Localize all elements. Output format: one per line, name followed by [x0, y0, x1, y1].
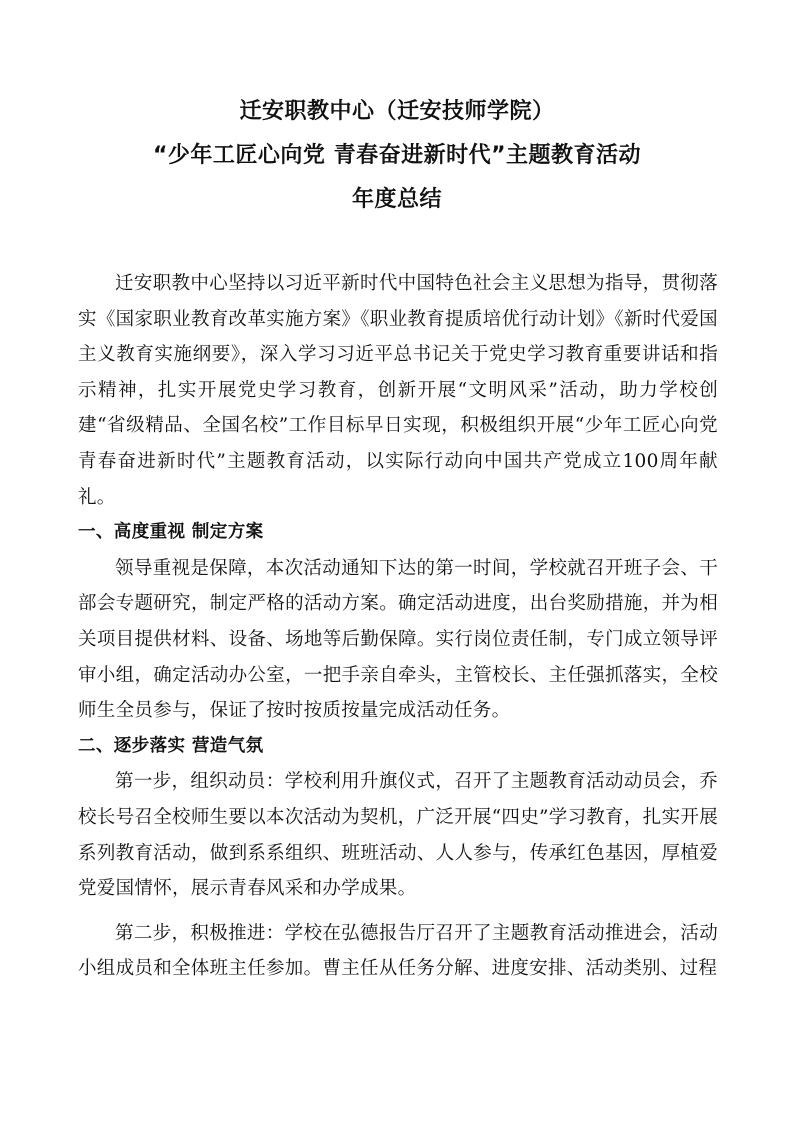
section-heading-2: 二、逐步落实 营造气氛 [78, 735, 264, 756]
document-title [0, 90, 794, 222]
document-body [78, 266, 718, 987]
intro-paragraph: 迁安职教中心坚持以习近平新时代中国特色社会主义思想为指导，贯彻落实《国家职业教育改革实施方案》《职业教育提质培优行动计划》《新时代爱国主义教育实施纲要》，深入学习习近平总书记关于党史学习教育重要讲话和指示精神，扎实开展党史学习教育，创新开展“文明风采”活动，助力学校创建“省级精品、全国名校”工作目标早日实现，积极组织开展“少年工匠心向党 青春奋进新时代”主题教育活动，以实际行动向中国共产党成立100周年献礼。 [78, 273, 718, 508]
title-line-school: 迁安职教中心（迁安技师学院） [239, 99, 555, 124]
section-2-paragraph-1: 第一步，组织动员：学校利用升旗仪式，召开了主题教育活动动员会，乔校长号召全校师生要以本次活动为契机，广泛开展“四史”学习教育，扎实开展系列教育活动，做到系系组织、班班活动、人人参与，传承红色基因，厚植爱党爱国情怀，展示青春风采和办学成果。 [78, 771, 718, 900]
title-line-activity: “少年工匠心向党 青春奋进新时代”主题教育活动 [152, 143, 642, 168]
section-1-paragraph-1: 领导重视是保障，本次活动通知下达的第一时间，学校就召开班子会、干部会专题研究，制定严格的活动方案。确定活动进度，出台奖励措施，并为相关项目提供材料、设备、场地等后勤保障。实行岗位责任制，专门成立领导评审小组，确定活动办公室，一把手亲自牵头，主管校长、主任强抓落实，全校师生全员参与，保证了按时按质按量完成活动任务。 [78, 557, 718, 722]
section-heading-1: 一、高度重视 制定方案 [78, 522, 264, 543]
title-line-summary: 年度总结 [351, 187, 442, 212]
section-2-paragraph-2: 第二步，积极推进：学校在弘德报告厅召开了主题教育活动推进会，活动小组成员和全体班主任参加。曹主任从任务分解、进度安排、活动类别、过程 [78, 922, 718, 980]
